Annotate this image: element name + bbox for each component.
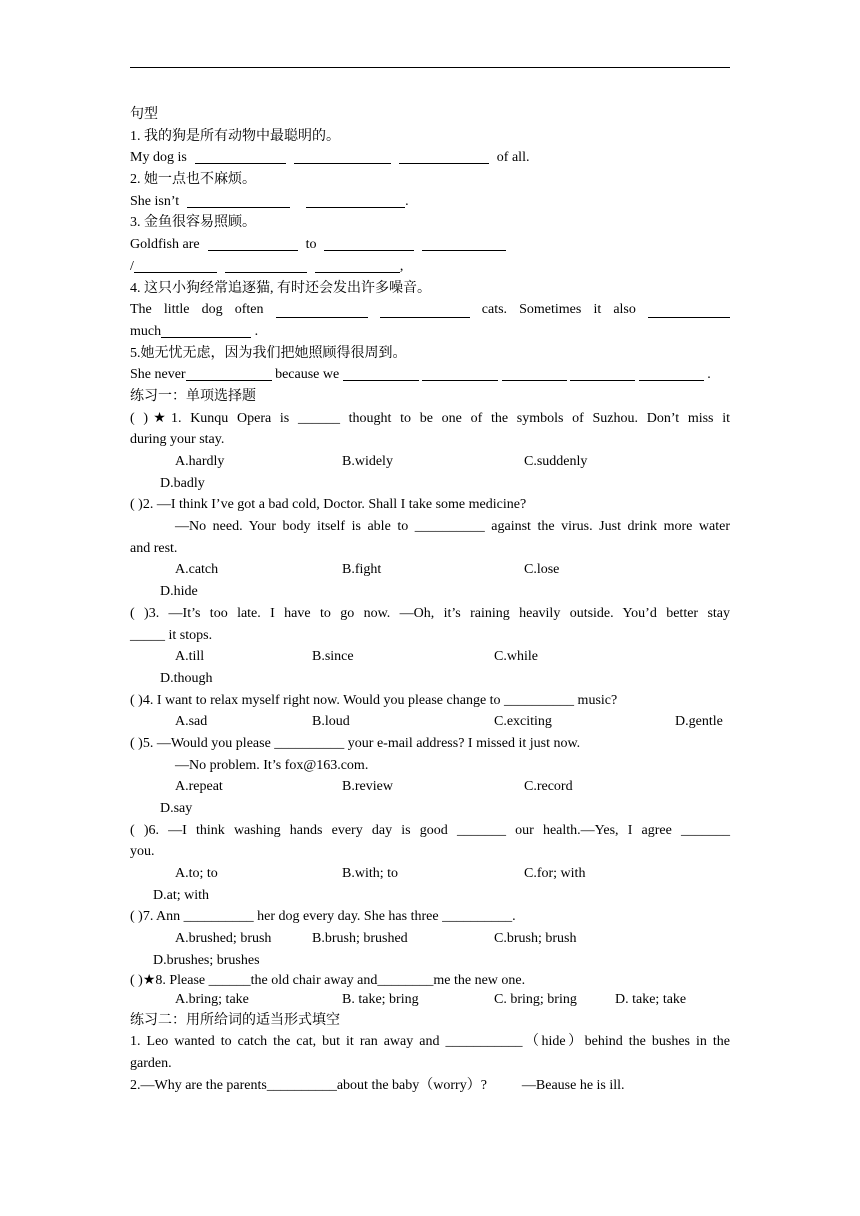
sentence-3-english: Goldfish are to <box>130 234 730 256</box>
option-a[interactable]: A.sad <box>175 714 208 730</box>
sentence-2-chinese: 2. 她一点也不麻烦。 <box>130 172 256 188</box>
answer-blank[interactable] <box>648 303 730 318</box>
answer-blank[interactable] <box>343 366 419 381</box>
option-c[interactable]: C.brush; brush <box>494 931 577 947</box>
question-2: ( )2. —I think I’ve got a bad cold, Doctor. Shall I take some medicine? <box>130 497 527 513</box>
sentence-3-chinese: 3. 金鱼很容易照顾。 <box>130 215 256 231</box>
option-d[interactable]: D.badly <box>160 475 205 491</box>
header-rule <box>130 67 730 68</box>
option-a[interactable]: A.to; to <box>175 866 218 882</box>
question-4: ( )4. I want to relax myself right now. Would you please change to __________ music? <box>130 692 618 708</box>
question-1-options <box>130 451 730 473</box>
option-a[interactable]: A.catch <box>175 562 219 578</box>
answer-blank[interactable] <box>134 258 217 273</box>
answer-blank[interactable] <box>294 149 391 164</box>
option-b[interactable]: B. take; bring <box>342 991 419 1007</box>
answer-blank[interactable] <box>315 258 400 273</box>
option-c[interactable]: C.exciting <box>494 714 552 730</box>
question-1-cont: during your stay. <box>130 432 225 448</box>
sentence-1-chinese: 1. 我的狗是所有动物中最聪明的。 <box>130 128 340 144</box>
option-c[interactable]: C. bring; bring <box>494 991 577 1007</box>
question-7: ( )7. Ann __________ her dog every day. She has three __________. <box>130 909 516 925</box>
question-2-cont: —No need. Your body itself is able to __________ against the virus. Just drink more water <box>175 519 730 535</box>
option-a[interactable]: A.repeat <box>175 779 223 795</box>
question-2-options <box>130 559 730 581</box>
answer-blank[interactable] <box>399 149 489 164</box>
answer-blank[interactable] <box>570 366 635 381</box>
exercise-1-heading: 练习一：单项选择题 <box>130 388 256 404</box>
answer-blank[interactable] <box>276 303 368 318</box>
option-d[interactable]: D.gentle <box>675 714 723 730</box>
sentence-4-english-cont: much . <box>130 323 259 339</box>
sentence-2-english: She isn’t . <box>130 193 409 209</box>
fill-question-1: 1. Leo wanted to catch the cat, but it ran away and ___________（hide）behind the bushes in the <box>130 1034 730 1050</box>
option-c[interactable]: C.while <box>494 649 538 665</box>
answer-blank[interactable] <box>195 149 286 164</box>
option-c[interactable]: C.record <box>524 779 573 795</box>
option-b[interactable]: B.loud <box>312 714 350 730</box>
option-d[interactable]: D.brushes; brushes <box>153 952 260 968</box>
sentence-3-english-cont: / , <box>130 258 404 274</box>
answer-blank[interactable] <box>225 258 307 273</box>
option-b[interactable]: B.fight <box>342 562 382 578</box>
question-4-options <box>130 711 730 733</box>
answer-blank[interactable] <box>639 366 704 381</box>
question-5: ( )5. —Would you please __________ your e-mail address? I missed it just now. <box>130 735 581 751</box>
sentence-5-chinese: 5.她无忧无虑，因为我们把她照顾得很周到。 <box>130 345 407 361</box>
question-3: ( )3. —It’s too late. I have to go now. —Oh, it’s raining heavily outside. You’d better stay <box>130 605 730 621</box>
answer-blank[interactable] <box>324 236 414 251</box>
question-2-cont2: and rest. <box>130 540 178 556</box>
fill-question-2: 2.—Why are the parents__________about the baby（worry）? —Beause he is ill. <box>130 1077 625 1093</box>
sentence-1-english: My dog is of all. <box>130 150 530 166</box>
question-3-options <box>130 646 730 668</box>
sentence-4-chinese: 4. 这只小狗经常追逐猫, 有时还会发出许多噪音。 <box>130 280 431 296</box>
worksheet <box>130 104 730 1096</box>
question-3-cont: _____ it stops. <box>130 627 213 643</box>
question-5-cont: —No problem. It’s fox@163.com. <box>175 757 369 773</box>
section-title: 句型 <box>130 107 158 122</box>
exercise-2-heading: 练习二：用所给词的适当形式填空 <box>130 1012 340 1028</box>
fill-question-1-cont: garden. <box>130 1055 172 1071</box>
question-6-cont: you. <box>130 844 155 860</box>
answer-blank[interactable] <box>422 236 506 251</box>
question-6: ( )6. —I think washing hands every day is good _______ our health.—Yes, I agree _______ <box>130 822 730 838</box>
option-c[interactable]: C.suddenly <box>524 454 588 469</box>
option-a[interactable]: A.till <box>175 649 205 665</box>
option-b[interactable]: B.review <box>342 779 393 795</box>
answer-blank[interactable] <box>186 366 272 381</box>
question-6-options <box>130 863 730 885</box>
question-8: ( )★8. Please ______the old chair away and________me the new one. <box>130 972 526 988</box>
option-a[interactable]: A.bring; take <box>175 991 249 1007</box>
answer-blank[interactable] <box>208 236 298 251</box>
option-b[interactable]: B.widely <box>342 454 393 469</box>
question-1: ( )★1. Kunqu Opera is ______ thought to be one of the symbols of Suzhou. Don’t miss it <box>130 410 730 426</box>
sentence-4-english: The little dog often cats. Sometimes it also <box>130 299 730 321</box>
option-d[interactable]: D.though <box>160 670 213 686</box>
option-a[interactable]: A.hardly <box>175 454 225 469</box>
answer-blank[interactable] <box>502 366 567 381</box>
sentence-5-english: She never because we . <box>130 367 711 383</box>
answer-blank[interactable] <box>422 366 498 381</box>
option-b[interactable]: B.since <box>312 649 354 665</box>
option-d[interactable]: D. take; take <box>615 991 687 1007</box>
option-d[interactable]: D.hide <box>160 584 198 600</box>
answer-blank[interactable] <box>187 193 290 208</box>
option-b[interactable]: B.brush; brushed <box>312 931 408 947</box>
option-c[interactable]: C.lose <box>524 562 560 578</box>
question-5-options <box>130 776 730 798</box>
question-8-options <box>130 990 730 1010</box>
option-d[interactable]: D.at; with <box>153 887 209 903</box>
option-b[interactable]: B.with; to <box>342 866 399 882</box>
option-d[interactable]: D.say <box>160 801 193 816</box>
answer-blank[interactable] <box>161 323 251 338</box>
answer-blank[interactable] <box>380 303 470 318</box>
answer-blank[interactable] <box>306 193 405 208</box>
question-7-options <box>130 928 730 950</box>
option-c[interactable]: C.for; with <box>524 866 586 882</box>
option-a[interactable]: A.brushed; brush <box>175 931 272 947</box>
